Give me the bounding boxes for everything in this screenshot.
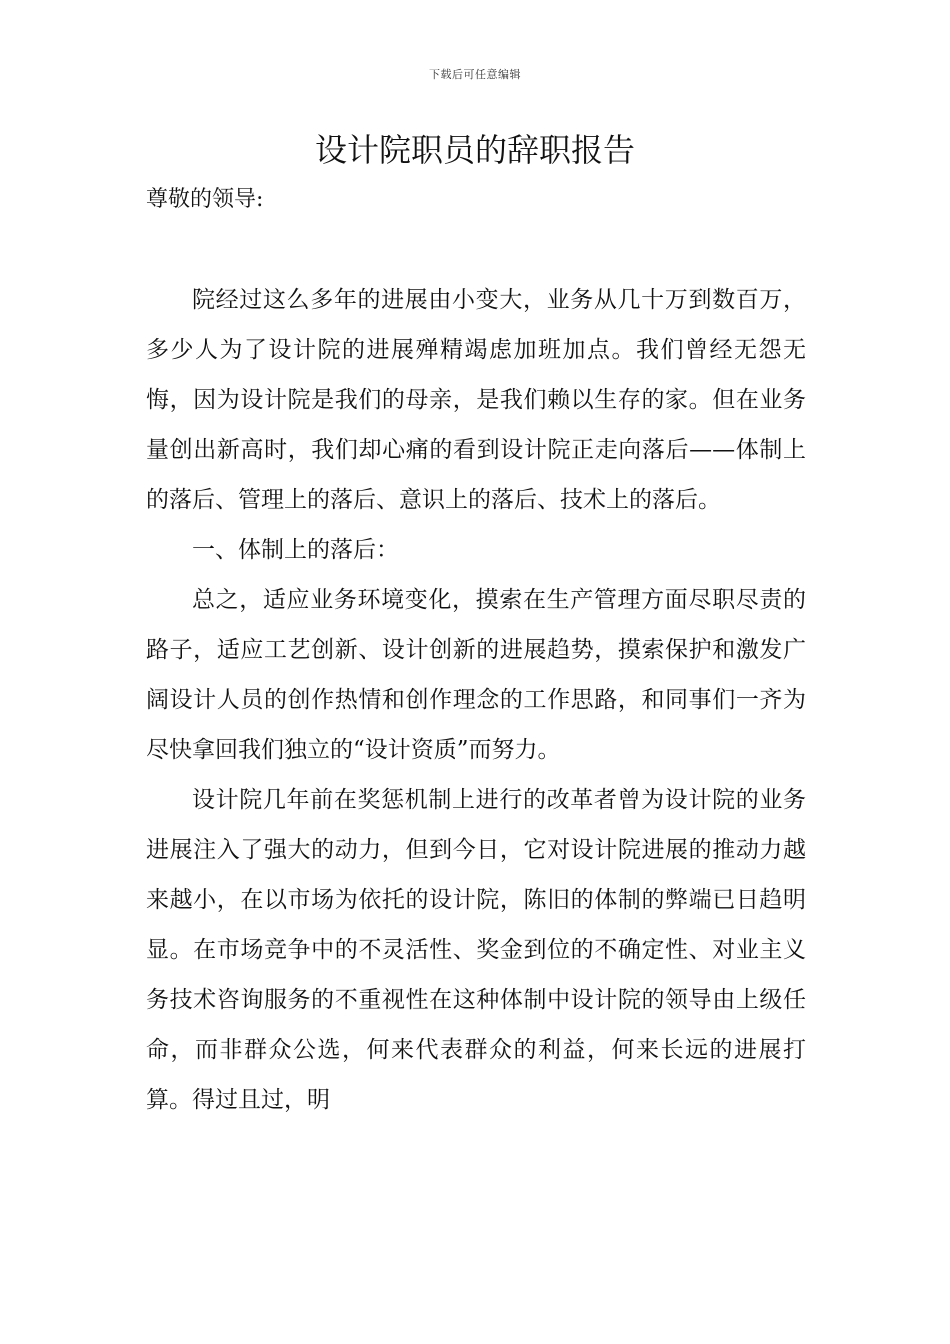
header-note: 下载后可任意编辑 [429, 68, 521, 81]
salutation: 尊敬的领导: [146, 187, 264, 212]
paragraph-summary: 总之，适应业务环境变化，摸索在生产管理方面尽职尽责的路子，适应工艺创新、设计创新的进展趋势，摸索保护和激发广阔设计人员的创作热情和创作理念的工作思路，和同事们一齐为尽快拿回我们独立的“设计资质”而努力。 [146, 587, 806, 763]
document-body [146, 275, 806, 1125]
paragraph-intro: 院经过这么多年的进展由小变大，业务从几十万到数百万，多少人为了设计院的进展殚精竭虑加班加点。我们曾经无怨无悔，因为设计院是我们的母亲，是我们赖以生存的家。但在业务量创出新高时，我们却心痛的看到设计院正走向落后——体制上的落后、管理上的落后、意识上的落后、技术上的落后。 [146, 287, 806, 513]
document-title: 设计院职员的辞职报告 [314, 131, 635, 169]
paragraph-reform: 设计院几年前在奖惩机制上进行的改革者曾为设计院的业务进展注入了强大的动力，但到今日，它对设计院进展的推动力越来越小，在以市场为依托的设计院，陈旧的体制的弊端已日趋明显。在市场竞争中的不灵活性、奖金到位的不确定性、对业主义务技术咨询服务的不重视性在这种体制中设计院的领导由上级任命，而非群众公选，何来代表群众的利益，何来长远的进展打算。得过且过，明 [146, 787, 806, 1113]
section-heading-system: 一、体制上的落后： [192, 537, 399, 563]
